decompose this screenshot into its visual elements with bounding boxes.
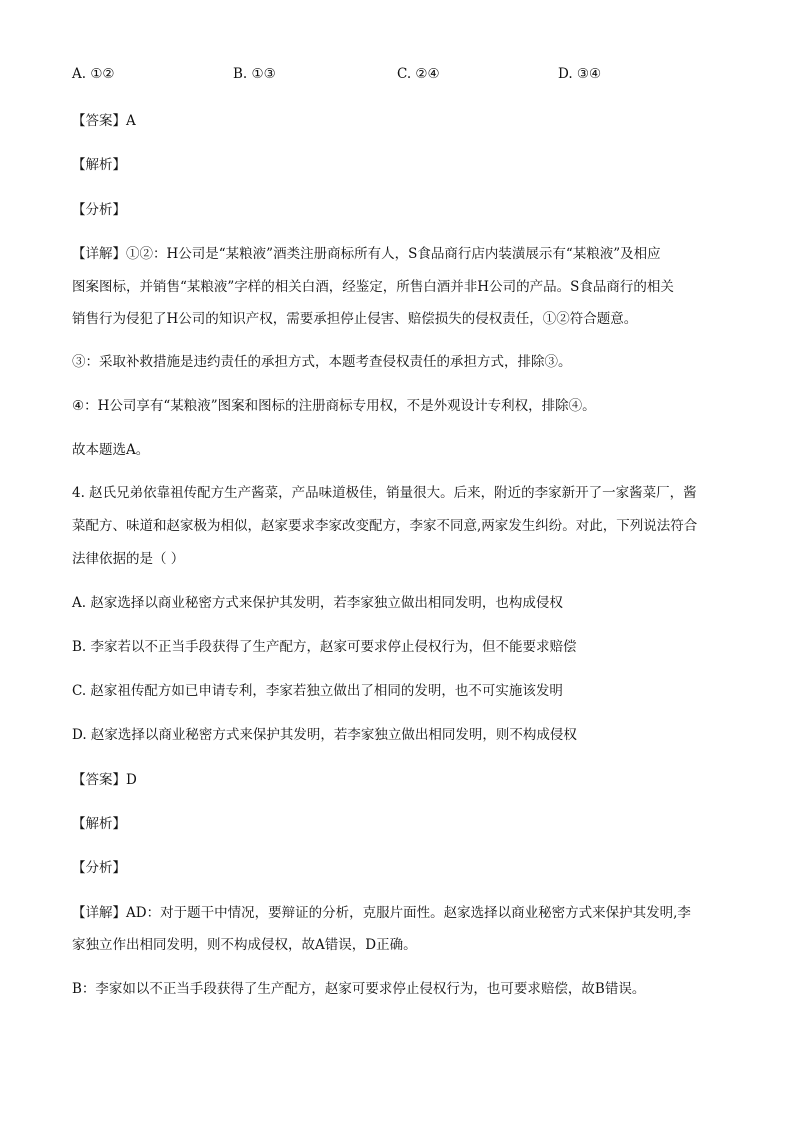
q4-jiexi-heading: 【解析】 — [72, 816, 126, 832]
q4-answer: 【答案】D — [72, 772, 137, 788]
q3-note-3: ③：采取补救措施是违约责任的承担方式，本题考查侵权责任的承担方式，排除③。 — [72, 354, 572, 370]
q4-option-a: A. 赵家选择以商业秘密方式来保护其发明，若李家独立做出相同发明，也构成侵权 — [72, 595, 563, 611]
q3-jiexi-heading: 【解析】 — [72, 157, 126, 173]
q3-fenxi-heading: 【分析】 — [72, 202, 126, 218]
q4-stem-line-1: 4. 赵氏兄弟依靠祖传配方生产酱菜，产品味道极佳，销量很大。后来，附近的李家新开了一家酱菜厂，酱 — [72, 485, 697, 501]
q4-stem-line-2: 菜配方、味道和赵家极为相似，赵家要求李家改变配方，李家不同意,两家发生纠纷。对此，下列说法符合 — [72, 518, 698, 534]
q3-answer: 【答案】A — [72, 113, 136, 129]
q3-option-a: A. ①② — [72, 66, 115, 82]
q3-detail-line-3: 销售行为侵犯了H公司的知识产权，需要承担停止侵害、赔偿损失的侵权责任，①②符合题意。 — [72, 311, 638, 327]
q4-stem-line-3: 法律依据的是（ ） — [72, 551, 185, 567]
q3-option-b: B. ①③ — [233, 66, 276, 82]
q3-note-4: ④：H公司享有“某粮液”图案和图标的注册商标专用权，不是外观设计专利权，排除④。 — [72, 398, 596, 414]
q4-fenxi-heading: 【分析】 — [72, 860, 126, 876]
q4-option-d: D. 赵家选择以商业秘密方式来保护其发明，若李家独立做出相同发明，则不构成侵权 — [72, 727, 577, 743]
q3-detail-line-2: 图案图标，并销售“某粮液”字样的相关白酒，经鉴定，所售白酒并非H公司的产品。S食品商行的相关 — [72, 279, 674, 295]
q4-option-b: B. 李家若以不正当手段获得了生产配方，赵家可要求停止侵权行为，但不能要求赔偿 — [72, 639, 577, 655]
q3-option-c: C. ②④ — [397, 66, 440, 82]
q3-conclusion: 故本题选A。 — [72, 442, 150, 458]
q4-option-c: C. 赵家祖传配方如已申请专利，李家若独立做出了相同的发明，也不可实施该发明 — [72, 683, 563, 699]
q3-detail-line-1: 【详解】①②：H公司是“某粮液”酒类注册商标所有人，S食品商行店内装潢展示有“某粮液”及相应 — [72, 246, 661, 262]
q4-detail-line-2: 家独立作出相同发明，则不构成侵权，故A错误，D正确。 — [72, 937, 417, 953]
q4-note-b: B：李家如以不正当手段获得了生产配方，赵家可要求停止侵权行为，也可要求赔偿，故B错误。 — [72, 981, 646, 997]
q4-detail-line-1: 【详解】AD：对于题干中情况，要辩证的分析，克服片面性。赵家选择以商业秘密方式来保护其发明,李 — [72, 905, 691, 921]
q3-options — [72, 66, 724, 86]
q3-option-d: D. ③④ — [558, 66, 602, 82]
